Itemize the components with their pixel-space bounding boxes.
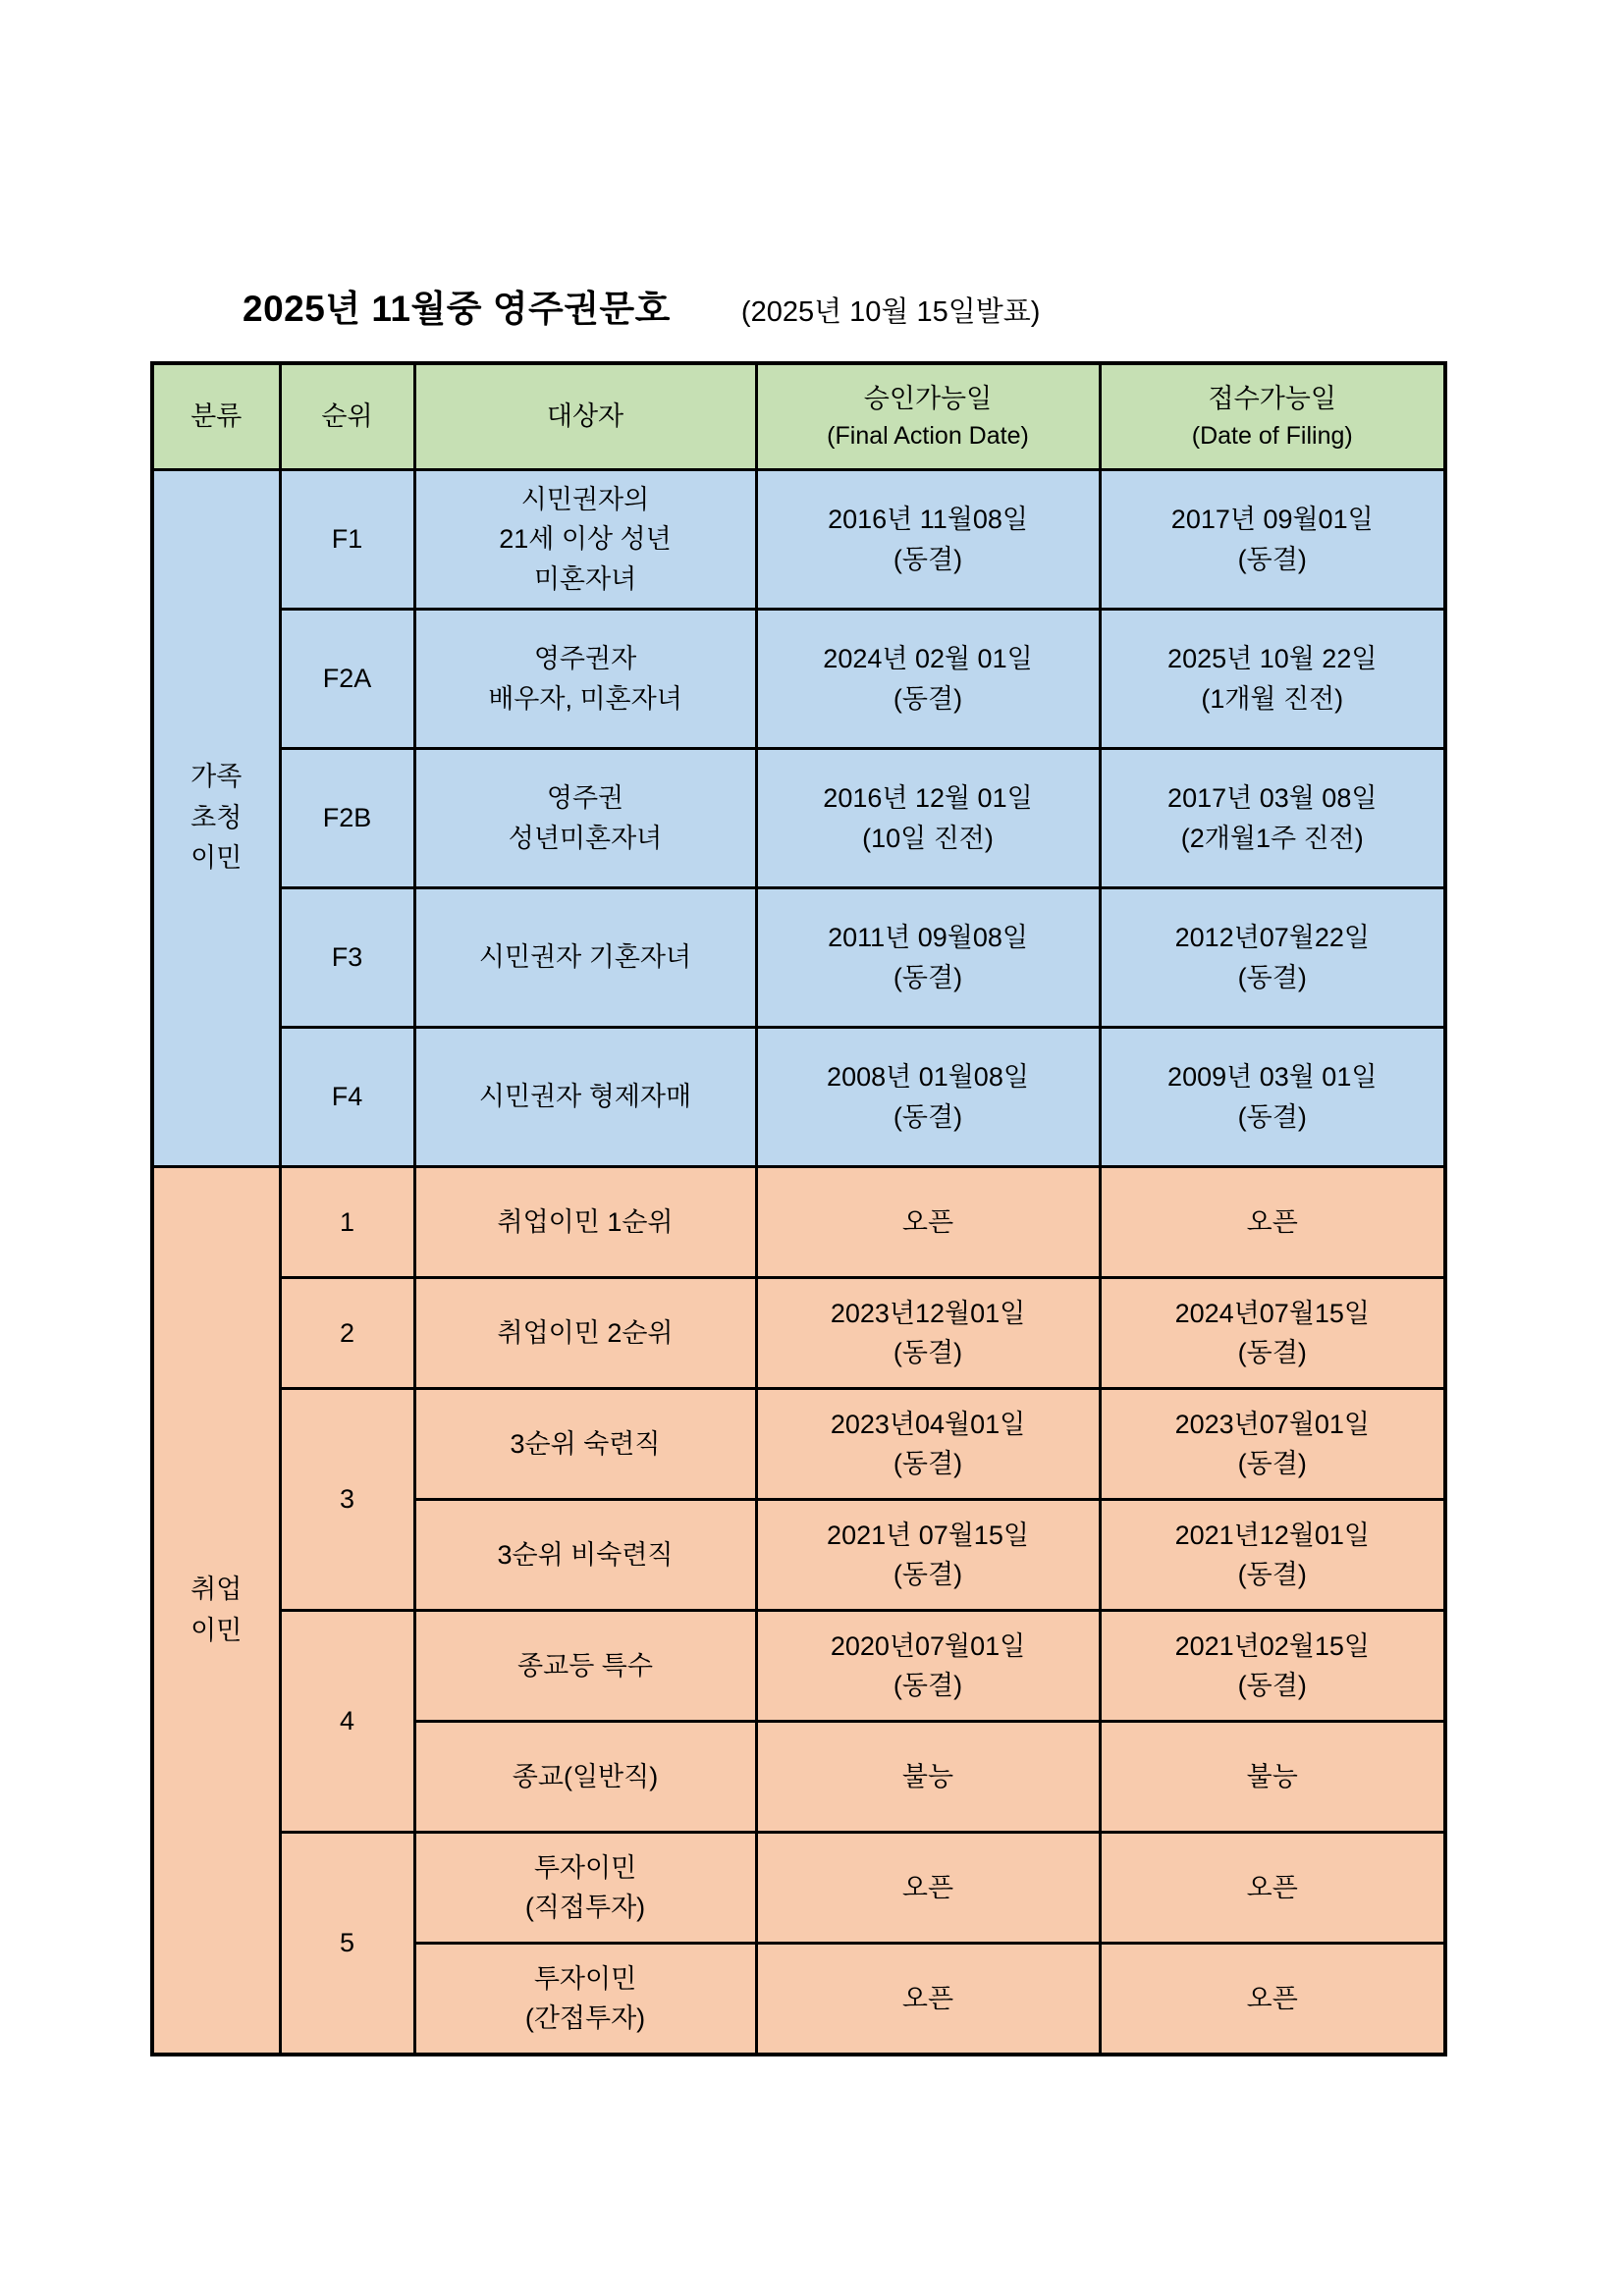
final-action-date-cell	[756, 888, 1100, 1028]
cell-line: F4	[331, 1082, 363, 1112]
cell-line: 투자이민	[533, 1963, 637, 1994]
page-title: 2025년 11월중 영주권문호	[243, 289, 671, 329]
cell-line: 취업이민 2순위	[497, 1317, 674, 1348]
cell-line: 3순위 숙련직	[510, 1428, 661, 1459]
final-action-date-cell	[756, 1611, 1100, 1722]
table-row	[152, 1389, 1445, 1500]
cell-line: 시민권자의	[520, 484, 650, 514]
cell-line: (1개월 진전)	[1201, 683, 1344, 714]
category-cell-family	[152, 470, 280, 1167]
cell-line: 2020년07월01일	[830, 1630, 1026, 1661]
cell-line: 오픈	[901, 1206, 954, 1237]
target-cell	[414, 1028, 756, 1167]
date-of-filing-cell	[1100, 610, 1445, 749]
col-header-final-action-date: 승인가능일 (Final Action Date)	[756, 363, 1100, 470]
cell-line: 가족	[190, 761, 243, 791]
final-action-date-cell	[756, 1500, 1100, 1611]
target-cell	[414, 1722, 756, 1833]
target-cell	[414, 470, 756, 610]
final-action-date-cell	[756, 1167, 1100, 1278]
rank-cell	[280, 749, 414, 888]
table-row	[152, 470, 1445, 610]
final-action-date-cell	[756, 1389, 1100, 1500]
cell-line: 불능	[1246, 1761, 1298, 1791]
cell-line: 2	[339, 1317, 355, 1348]
cell-line: 2016년 11월08일	[828, 505, 1028, 534]
cell-line: 오픈	[1246, 1206, 1298, 1237]
table-row	[152, 888, 1445, 1028]
target-cell	[414, 1500, 756, 1611]
cell-line: 2012년07월22일	[1174, 923, 1370, 952]
cell-line: 2023년04월01일	[830, 1409, 1026, 1439]
col-header-date-of-filing: 접수가능일 (Date of Filing)	[1100, 363, 1445, 470]
cell-line: (2개월1주 진전)	[1180, 823, 1364, 853]
cell-line: 불능	[901, 1761, 954, 1791]
cell-line: 취업이민 1순위	[497, 1206, 674, 1237]
rank-cell	[280, 1167, 414, 1278]
rank-cell	[280, 610, 414, 749]
cell-line: (동결)	[893, 1560, 963, 1589]
cell-line: (동결)	[1237, 1101, 1307, 1132]
table-body	[152, 470, 1445, 2056]
target-cell	[414, 1611, 756, 1722]
cell-line: F1	[331, 524, 363, 555]
date-of-filing-cell	[1100, 1611, 1445, 1722]
cell-line: 오픈	[1246, 1872, 1298, 1902]
table-row	[152, 1611, 1445, 1722]
final-action-date-cell	[756, 1028, 1100, 1167]
cell-line: 투자이민	[533, 1852, 637, 1883]
cell-line: 2009년 03월 01일	[1167, 1062, 1378, 1092]
table-row	[152, 1833, 1445, 1944]
rank-cell	[280, 1833, 414, 2056]
cell-line: F2B	[322, 803, 372, 833]
cell-line: 2021년 07월15일	[827, 1520, 1029, 1550]
cell-line: (동결)	[893, 1338, 963, 1367]
cell-line: 4	[339, 1706, 355, 1736]
cell-line: (동결)	[893, 1449, 963, 1478]
cell-line: (동결)	[1237, 1671, 1307, 1700]
cell-line: 2008년 01월08일	[827, 1062, 1029, 1092]
date-of-filing-cell	[1100, 749, 1445, 888]
rank-cell	[280, 1028, 414, 1167]
cell-line: 오픈	[901, 1983, 954, 2013]
final-action-date-cell	[756, 1944, 1100, 2056]
cell-line: (동결)	[893, 962, 963, 992]
rank-cell	[280, 1389, 414, 1611]
cell-line: 영주권	[546, 783, 624, 813]
cell-line: (동결)	[1237, 1560, 1307, 1589]
cell-line: 2021년12월01일	[1174, 1520, 1370, 1550]
cell-line: 시민권자 형제자매	[478, 1082, 692, 1112]
final-action-date-cell	[756, 1278, 1100, 1389]
rank-cell	[280, 1278, 414, 1389]
category-cell-employment	[152, 1167, 280, 2056]
title-row	[243, 279, 1040, 332]
cell-line: 이민	[190, 1615, 243, 1645]
target-cell	[414, 610, 756, 749]
target-cell	[414, 1833, 756, 1944]
rank-cell	[280, 888, 414, 1028]
cell-line: 1	[339, 1206, 355, 1237]
date-of-filing-cell	[1100, 1944, 1445, 2056]
cell-line: 시민권자 기혼자녀	[478, 942, 692, 973]
cell-line: (동결)	[893, 1671, 963, 1700]
cell-line: F2A	[322, 664, 372, 694]
cell-line: 2024년07월15일	[1174, 1298, 1370, 1328]
cell-line: (동결)	[1237, 544, 1307, 574]
cell-line: (직접투자)	[524, 1893, 646, 1922]
target-cell	[414, 888, 756, 1028]
cell-line: 이민	[190, 843, 243, 874]
target-cell	[414, 1944, 756, 2056]
col-header-category: 분류	[152, 363, 280, 470]
cell-line: 오픈	[1246, 1983, 1298, 2013]
date-of-filing-cell	[1100, 1833, 1445, 1944]
cell-line: (10일 진전)	[862, 823, 994, 853]
cell-line: (동결)	[893, 683, 963, 714]
target-cell	[414, 1389, 756, 1500]
final-action-date-cell	[756, 470, 1100, 610]
cell-line: 배우자, 미혼자녀	[488, 683, 682, 714]
cell-line: 종교(일반직)	[512, 1761, 659, 1791]
date-of-filing-cell	[1100, 470, 1445, 610]
cell-line: (동결)	[1237, 1338, 1307, 1367]
rank-cell	[280, 1611, 414, 1833]
cell-line: (동결)	[1237, 1449, 1307, 1478]
cell-line: 2023년12월01일	[830, 1298, 1026, 1328]
table-row	[152, 1028, 1445, 1167]
cell-line: 2011년 09월08일	[828, 923, 1028, 952]
target-cell	[414, 749, 756, 888]
final-action-date-cell	[756, 1722, 1100, 1833]
cell-line: 21세 이상 성년	[499, 524, 672, 555]
visa-bulletin-table	[150, 361, 1447, 2056]
table-header	[152, 363, 1445, 470]
cell-line: 성년미혼자녀	[508, 823, 663, 853]
cell-line: 5	[339, 1928, 355, 1958]
col-header-rank: 순위	[280, 363, 414, 470]
final-action-date-cell	[756, 749, 1100, 888]
cell-line: 취업	[190, 1574, 243, 1604]
date-of-filing-cell	[1100, 1389, 1445, 1500]
cell-line: 3	[339, 1484, 355, 1515]
cell-line: 2024년 02월 01일	[823, 644, 1033, 673]
date-of-filing-cell	[1100, 1278, 1445, 1389]
cell-line: 초청	[190, 802, 243, 832]
cell-line: (동결)	[893, 544, 963, 574]
table-row	[152, 749, 1445, 888]
cell-line: (동결)	[893, 1101, 963, 1132]
target-cell	[414, 1278, 756, 1389]
date-of-filing-cell	[1100, 1028, 1445, 1167]
date-of-filing-cell	[1100, 1167, 1445, 1278]
cell-line: 3순위 비숙련직	[497, 1539, 674, 1570]
cell-line: F3	[331, 942, 363, 973]
cell-line: 2023년07월01일	[1174, 1409, 1370, 1439]
final-action-date-cell	[756, 1833, 1100, 1944]
cell-line: (간접투자)	[524, 2003, 646, 2033]
table-row	[152, 610, 1445, 749]
cell-line: 2016년 12월 01일	[823, 783, 1033, 813]
cell-line: 종교등 특수	[517, 1650, 653, 1681]
publish-date: (2025년 10월 15일발표)	[740, 296, 1041, 328]
cell-line: 미혼자녀	[533, 563, 637, 594]
cell-line: 2017년 03월 08일	[1167, 783, 1378, 813]
rank-cell	[280, 470, 414, 610]
table-row	[152, 1278, 1445, 1389]
date-of-filing-cell	[1100, 1722, 1445, 1833]
target-cell	[414, 1167, 756, 1278]
table-row	[152, 1167, 1445, 1278]
col-header-target: 대상자	[414, 363, 756, 470]
final-action-date-cell	[756, 610, 1100, 749]
cell-line: 2021년02월15일	[1174, 1630, 1370, 1661]
cell-line: 오픈	[901, 1872, 954, 1902]
date-of-filing-cell	[1100, 888, 1445, 1028]
cell-line: 2017년 09월01일	[1170, 505, 1374, 534]
cell-line: (동결)	[1237, 962, 1307, 992]
cell-line: 영주권자	[533, 644, 637, 673]
cell-line: 2025년 10월 22일	[1167, 644, 1378, 673]
date-of-filing-cell	[1100, 1500, 1445, 1611]
